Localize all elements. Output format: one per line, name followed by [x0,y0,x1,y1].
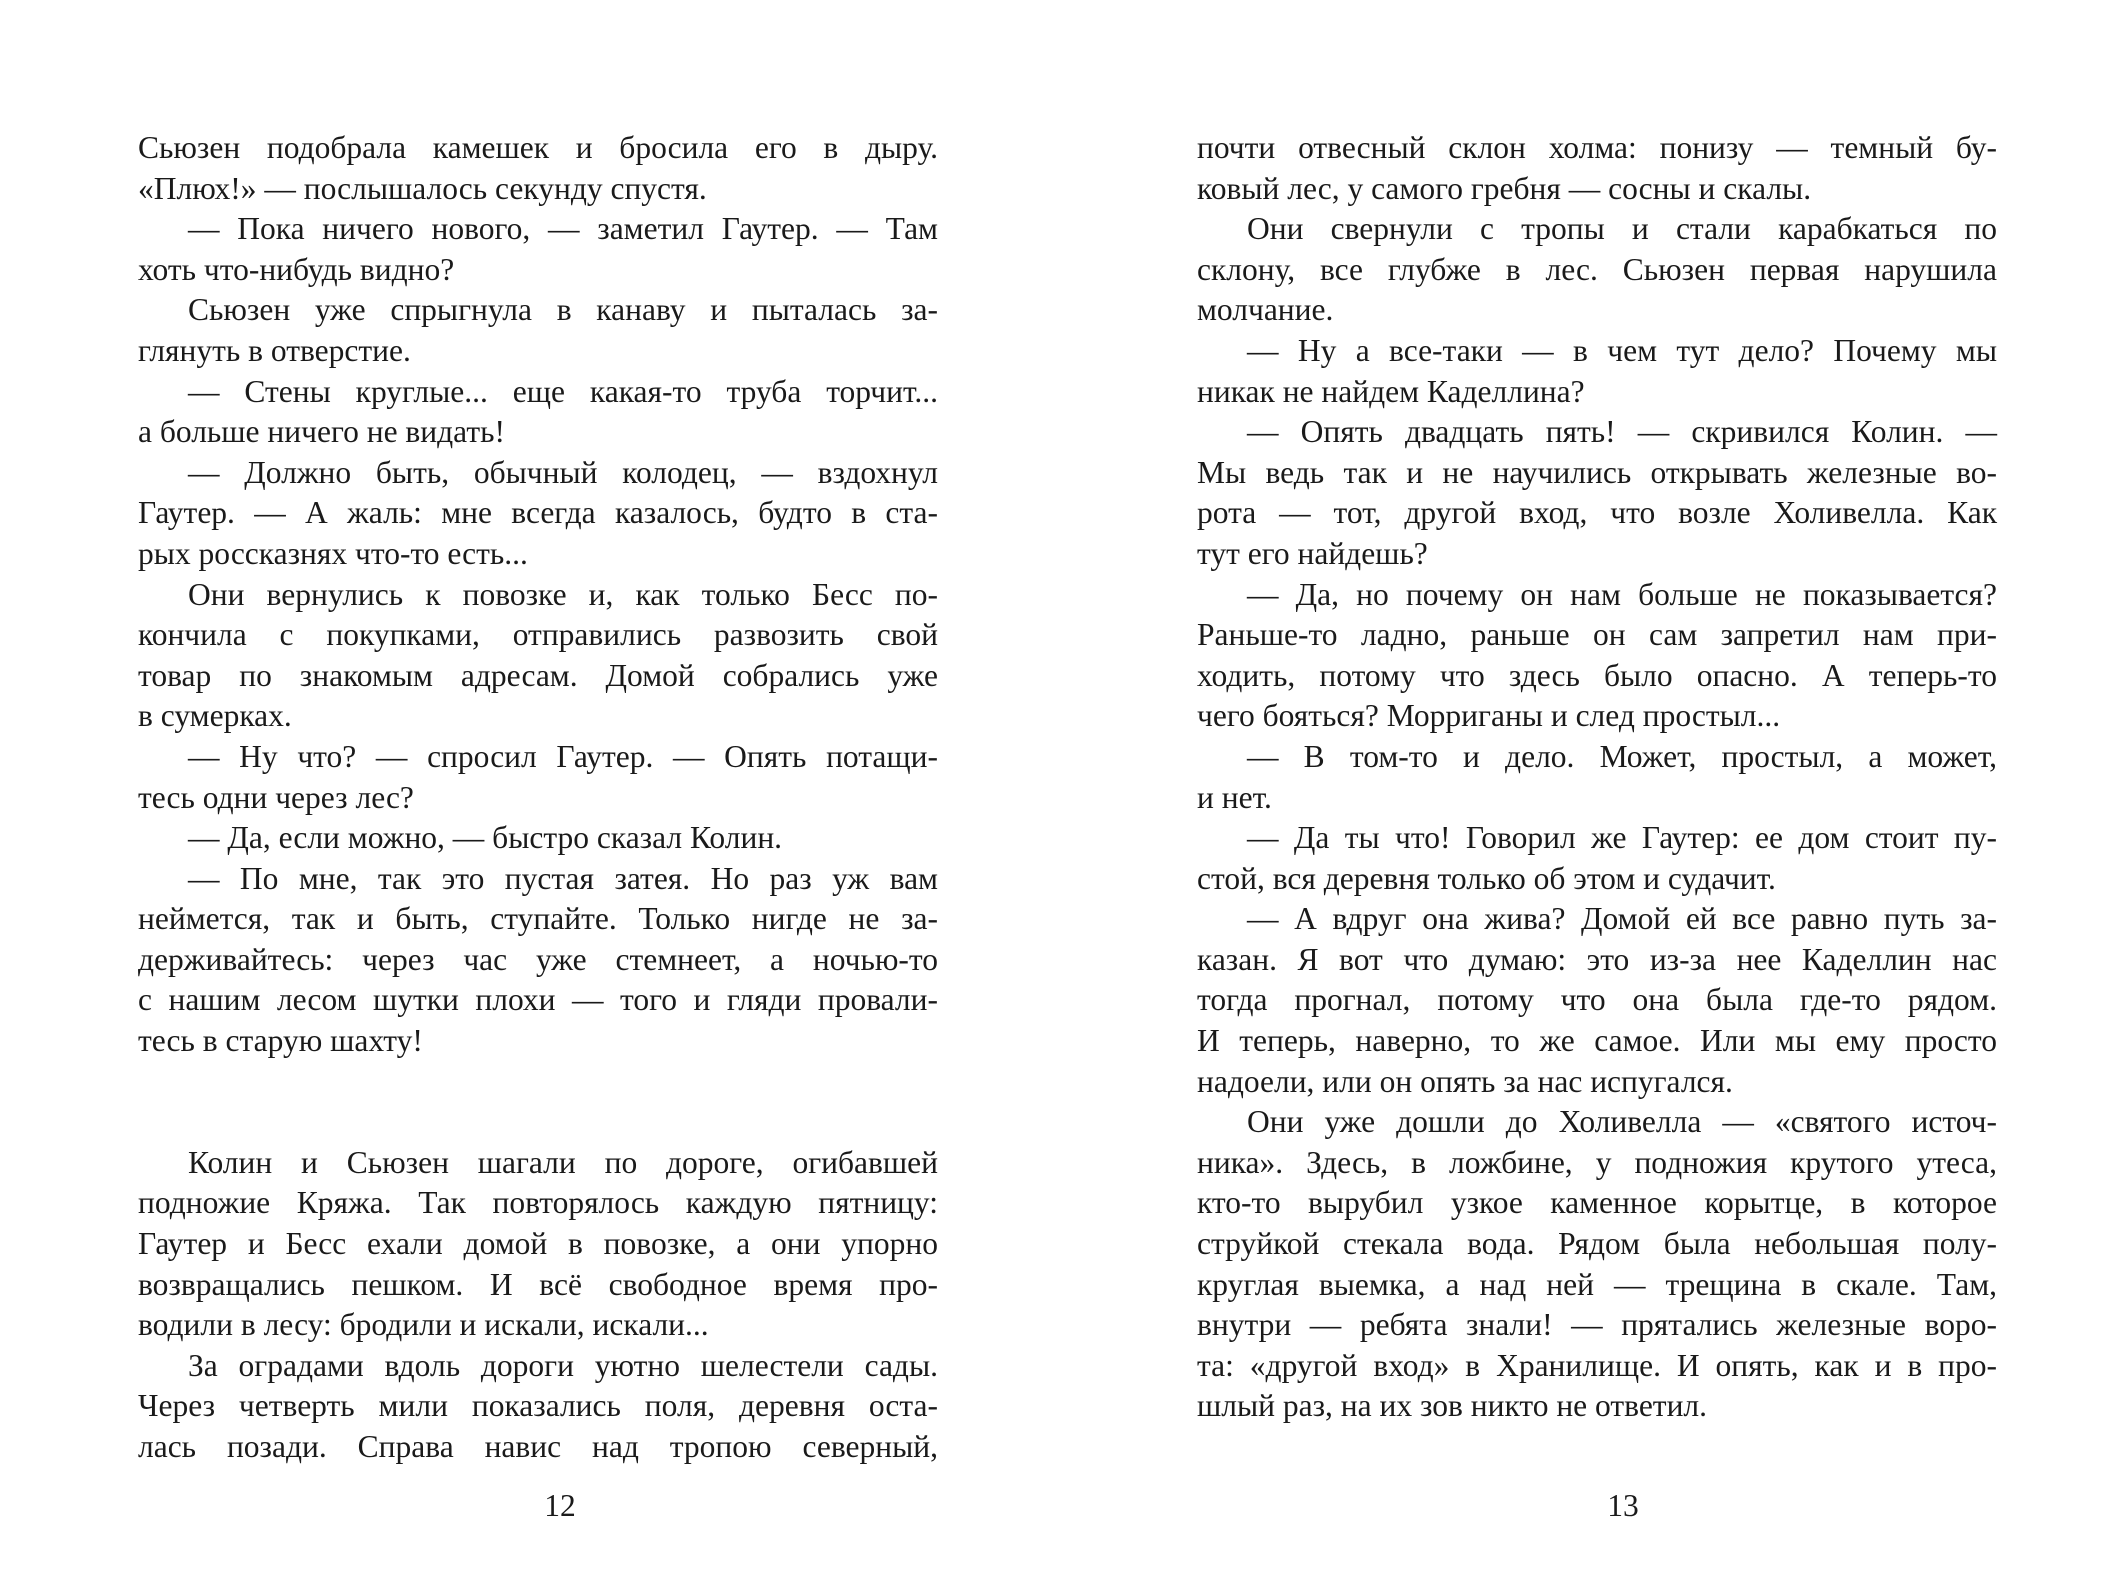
text-line: Они уже дошли до Холивелла — «святого источ- [1247,1104,1997,1140]
text-line: Гаутер и Бесс ехали домой в повозке, а они упорно [138,1226,938,1262]
text-line: — Да, но почему он нам больше не показывается? [1247,576,1997,612]
text-line: — Пока ничего нового, — заметил Гаутер. — Там [188,211,938,247]
text-line: возвращались пешком. И всё свободное время про- [138,1266,938,1302]
text-line: товар по знакомым адресам. Домой собрались уже [138,657,938,693]
text-line: хоть что-нибудь видно? [138,251,455,287]
text-line: — Ну а все-таки — в чем тут дело? Почему мы [1247,332,1997,368]
text-line: рых россказнях что-то есть... [138,535,528,571]
text-line: чего бояться? Морриганы и след простыл... [1197,698,1781,734]
text-line: та: «другой вход» в Хранилище. И опять, как и в про- [1197,1347,1997,1383]
text-line: Гаутер. — А жаль: мне всегда казалось, будто в ста- [138,495,938,531]
text-line: никак не найдем Каделлина? [1197,373,1585,409]
text-line: казан. Я вот что думаю: это из-за нее Каделлин нас [1197,941,1997,977]
text-line: «Плюх!» — послышалось секунду спустя. [138,170,707,206]
text-line: — Да, если можно, — быстро сказал Колин. [188,820,783,856]
text-line: тесь в старую шахту! [138,1023,423,1059]
text-line: лась позади. Справа навис над тропою северный, [138,1429,938,1464]
text-line: Через четверть мили показались поля, деревня оста- [138,1388,938,1424]
text-line: молчание. [1197,292,1334,328]
text-line: тогда прогнал, потому что она была где-то рядом. [1197,982,1997,1018]
text-line: с нашим лесом шутки плохи — того и гляди провали- [138,982,938,1018]
text-line: склону, все глубже в лес. Сьюзен первая нарушила [1197,251,1997,287]
text-line: водили в лесу: бродили и искали, искали... [138,1307,709,1343]
text-line: кончила с покупками, отправились развозить свой [138,617,938,653]
text-line: шлый раз, на их зов никто не ответил. [1197,1388,1708,1424]
text-line: — Стены круглые... еще какая-то труба торчит... [188,373,938,409]
text-line: — По мне, так это пустая затея. Но раз уж вам [188,860,938,896]
text-line: и нет. [1197,779,1272,815]
text-line: в сумерках. [138,698,292,734]
text-line: подножие Кряжа. Так повторялось каждую пятницу: [138,1185,938,1221]
left-page-text [138,128,938,1468]
text-line: рота — тот, другой вход, что возле Холивелла. Как [1197,495,1997,531]
page-number-left: 12 [544,1488,576,1523]
text-line: стой, вся деревня только об этом и судачит. [1197,860,1776,896]
text-line: Сьюзен уже спрыгнула в канаву и пыталась за- [188,292,938,328]
text-line: — В том-то и дело. Может, простыл, а может, [1247,738,1997,774]
text-line: держивайтесь: через час уже стемнеет, а ночью-то [138,941,938,977]
text-line: а больше ничего не видать! [138,414,505,450]
text-line: ника». Здесь, в ложбине, у подножия крутого утеса, [1197,1144,1997,1180]
text-line: неймется, так и быть, ступайте. Только нигде не за- [138,901,938,937]
text-line: ковый лес, у самого гребня — сосны и скалы. [1197,170,1812,206]
text-line: тесь одни через лес? [138,779,414,815]
text-line: почти отвесный склон холма: понизу — темный бу- [1197,130,1997,165]
text-line: Сьюзен подобрала камешек и бросила его в дыру. [138,130,938,165]
text-line: — Ну что? — спросил Гаутер. — Опять потащи- [188,738,938,774]
text-line: — Да ты что! Говорил же Гаутер: ее дом стоит пу- [1247,820,1997,856]
text-line: Колин и Сьюзен шагали по дороге, огибавшей [188,1144,938,1180]
right-page-text [1197,128,1997,1427]
text-line: И теперь, наверно, то же самое. Или мы ему просто [1197,1023,1997,1059]
text-line: глянуть в отверстие. [138,332,411,368]
text-line: надоели, или он опять за нас испугался. [1197,1063,1733,1099]
text-line: Они свернули с тропы и стали карабкаться по [1247,211,1997,247]
text-line: Они вернулись к повозке и, как только Бесс по- [188,576,938,612]
text-line: Раньше-то ладно, раньше он сам запретил нам при- [1197,617,1997,653]
text-line: тут его найдешь? [1197,535,1428,571]
text-line: — Должно быть, обычный колодец, — вздохнул [188,454,938,490]
text-line: Мы ведь так и не научились открывать железные во- [1197,454,1997,490]
text-line: кто-то вырубил узкое каменное корытце, в которое [1197,1185,1997,1221]
page-number-right: 13 [1607,1488,1639,1523]
text-line: — Опять двадцать пять! — скривился Колин. — [1247,414,1997,450]
text-line: За оградами вдоль дороги уютно шелестели сады. [188,1347,938,1383]
text-line: внутри — ребята знали! — прятались железные воро- [1197,1307,1997,1343]
text-line: — А вдруг она жива? Домой ей все равно путь за- [1247,901,1997,937]
text-line: ходить, потому что здесь было опасно. А теперь-то [1197,657,1997,693]
text-line: струйкой стекала вода. Рядом была небольшая полу- [1197,1226,1997,1262]
text-line: круглая выемка, а над ней — трещина в скале. Там, [1197,1266,1997,1302]
